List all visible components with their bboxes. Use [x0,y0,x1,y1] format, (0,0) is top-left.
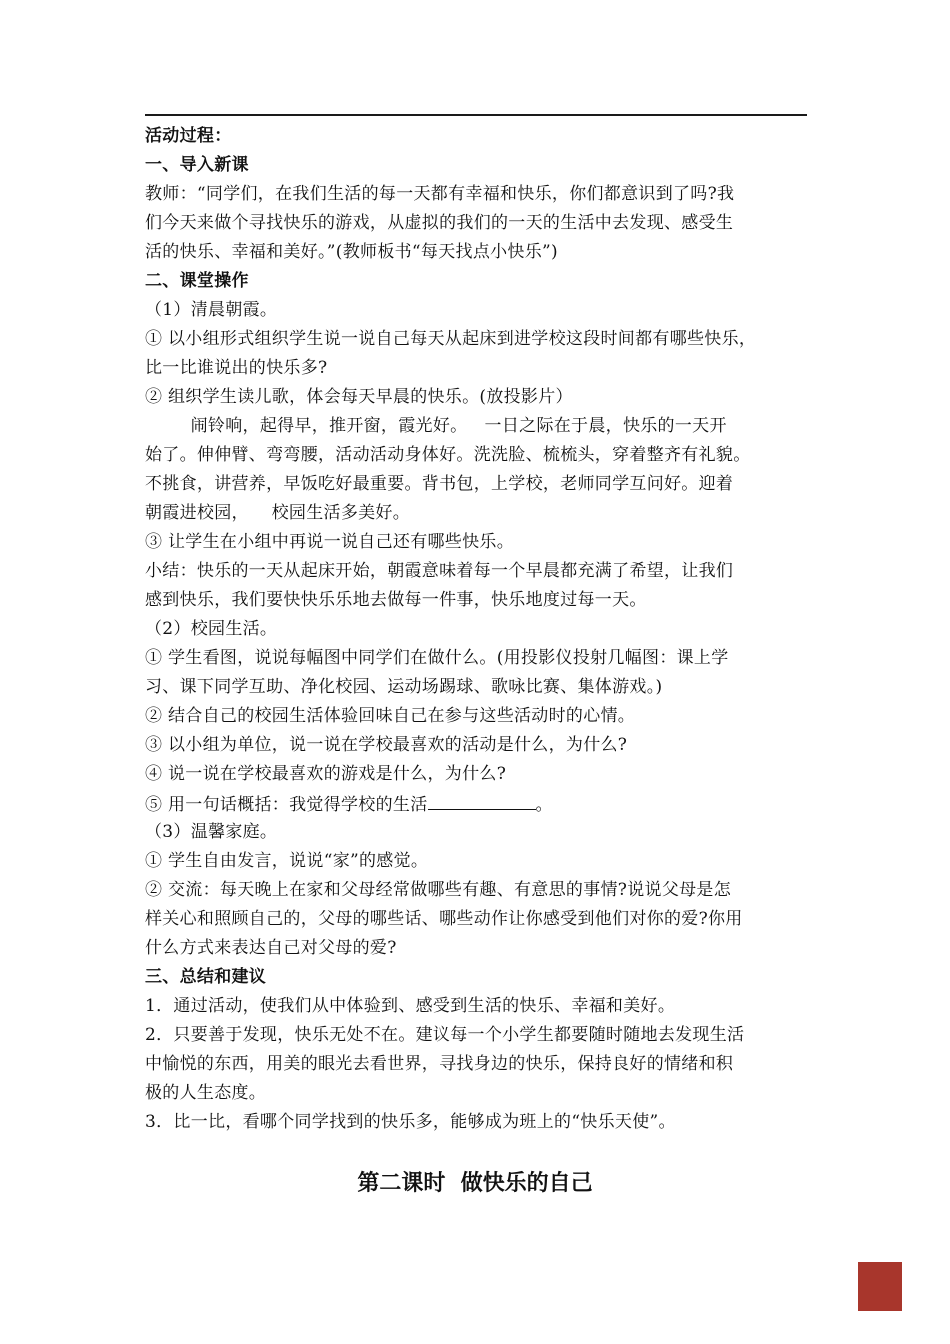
list-item: 1．通过活动，使我们从中体验到、感受到生活的快乐、幸福和美好。 [145,996,676,1016]
list-item-text: 。 [535,795,553,815]
list-item: ③ 让学生在小组中再说一说自己还有哪些快乐。 [145,532,515,552]
list-item [145,789,813,818]
poem-line: 朝霞进校园， 校园生活多美好。 [145,503,411,523]
summary-line: 感到快乐，我们要快快乐乐地去做每一件事，快乐地度过每一天。 [145,590,647,610]
subsection-title: （1）清晨朝霞。 [145,300,278,320]
document-body [145,122,813,1137]
list-item: ① 学生自由发言，说说“家”的感觉。 [145,851,429,871]
paragraph-line: 教师：“同学们，在我们生活的每一天都有幸福和快乐，你们都意识到了吗?我 [145,184,735,204]
section-3-title: 三、总结和建议 [145,967,267,987]
list-item: ① 以小组形式组织学生说一说自己每天从起床到进学校这段时间都有哪些快乐， [145,329,757,349]
section-1-title: 一、导入新课 [145,155,249,175]
list-item: 2．只要善于发现，快乐无处不在。建议每一个小学生都要随时随地去发现生活 [145,1025,745,1045]
header-rule [145,114,807,116]
list-item: 极的人生态度。 [145,1083,267,1103]
paragraph-line: 们今天来做个寻找快乐的游戏，从虚拟的我们的一天的生活中去发现、感受生 [145,213,734,233]
corner-decoration-block [858,1262,902,1311]
lesson-2-title: 第二课时 做快乐的自己 [357,1171,593,1196]
list-item: ① 学生看图，说说每幅图中同学们在做什么。(用投影仪投射几幅图：课上学 [145,648,729,668]
list-item: ④ 说一说在学校最喜欢的游戏是什么，为什么? [145,764,507,784]
list-item: 样关心和照顾自己的，父母的哪些话、哪些动作让你感受到他们对你的爱?你用 [145,909,743,929]
list-item: 中愉悦的东西，用美的眼光去看世界，寻找身边的快乐，保持良好的情绪和积 [145,1054,734,1074]
list-item: 3．比一比，看哪个同学找到的快乐多，能够成为班上的“快乐天使”。 [145,1112,676,1132]
list-item: 习、课下同学互助、净化校园、运动场踢球、歌咏比赛、集体游戏。) [145,677,663,697]
paragraph-line: 活的快乐、幸福和美好。”(教师板书“每天找点小快乐”) [145,242,558,262]
section-2-title: 二、课堂操作 [145,271,249,291]
fill-in-blank [428,789,536,810]
list-item: ② 交流：每天晚上在家和父母经常做哪些有趣、有意思的事情?说说父母是怎 [145,880,732,900]
poem-line: 闹铃响，起得早，推开窗，霞光好。 一日之际在于晨，快乐的一天开 [145,416,727,436]
list-item: ③ 以小组为单位，说一说在学校最喜欢的活动是什么，为什么? [145,735,628,755]
list-item: 比一比谁说出的快乐多? [145,358,328,378]
activity-process-heading: 活动过程： [145,126,232,146]
subsection-title: （2）校园生活。 [145,619,278,639]
list-item: 什么方式来表达自己对父母的爱? [145,938,397,958]
poem-line: 不挑食，讲营养，早饭吃好最重要。背书包，上学校，老师同学互问好。迎着 [145,474,734,494]
list-item: ② 结合自己的校园生活体验回味自己在参与这些活动时的心情。 [145,706,636,726]
list-item-text: ⑤ 用一句话概括：我觉得学校的生活 [145,795,428,815]
summary-line: 小结：快乐的一天从起床开始，朝霞意味着每一个早晨都充满了希望，让我们 [145,561,734,581]
list-item: ② 组织学生读儿歌，体会每天早晨的快乐。(放投影片） [145,387,573,407]
subsection-title: （3）温馨家庭。 [145,822,278,842]
poem-line: 始了。伸伸臂、弯弯腰，活动活动身体好。洗洗脸、梳梳头，穿着整齐有礼貌。 [145,445,751,465]
